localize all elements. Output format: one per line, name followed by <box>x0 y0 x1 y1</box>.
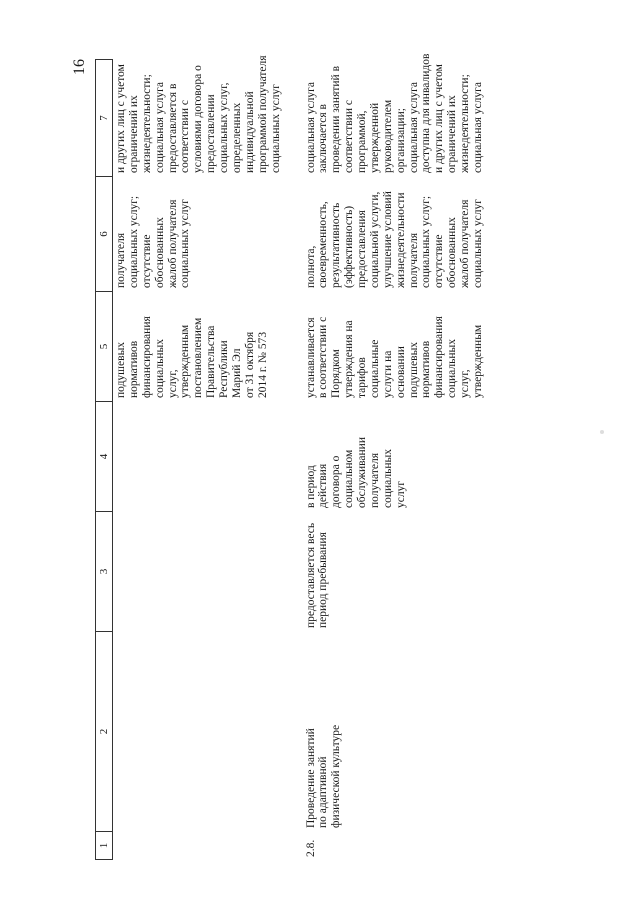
cell-text-line: результативность <box>330 202 343 288</box>
cell-text-line: предоставляется весь <box>304 522 317 628</box>
cell-text-line: соответствии с <box>343 100 356 173</box>
cell-text-line: Порядком <box>330 349 343 398</box>
cell-text-line: социальная услуга <box>407 82 420 173</box>
cell-text-line: утвержденной <box>368 102 381 173</box>
cell-text-line: услуг, <box>459 369 471 398</box>
header-col-5: 5 <box>96 292 113 402</box>
cell-text-line: полнота, <box>304 245 317 288</box>
cell-text-line: Проведение занятий <box>304 728 317 828</box>
tariff-cell <box>303 292 487 402</box>
service-term-cell <box>303 512 487 632</box>
cell-text-line: по адаптивной <box>317 756 330 828</box>
row-number: 2.8. <box>304 839 317 857</box>
cell-text-line: услуг <box>394 480 407 508</box>
cell-text-line: 2014 г. № 573 <box>256 331 269 398</box>
scan-speck <box>600 430 604 434</box>
cell-text-line: действия <box>317 463 330 508</box>
cell-text-line: утвержденным <box>179 324 192 398</box>
header-col-6: 6 <box>96 177 113 292</box>
cell-text-line: получателя <box>115 233 127 288</box>
cell-text-line: отсутствие <box>140 234 153 288</box>
cell-text-line: ограничений их <box>127 95 140 173</box>
cell-text-line: услуг, <box>166 369 179 398</box>
cell-text-line: утвержденным <box>471 324 484 398</box>
cell-text-line: основании <box>394 346 407 398</box>
cell-text-line: (эффективность) <box>343 205 356 288</box>
cell-text-line: и других лиц с учетом <box>115 64 127 173</box>
cell-text-line: нормативов <box>420 340 433 398</box>
cell-empty <box>113 512 303 632</box>
cell-text-line: подушевых <box>115 341 127 398</box>
cell-text-line: социальном <box>343 449 356 508</box>
cell-text-line: программой получателя <box>256 55 269 173</box>
table-row-continuation <box>113 60 303 860</box>
cell-text-line: социальных услуг <box>179 199 192 288</box>
cell-text-line: жалоб получателя <box>459 199 471 288</box>
cell-empty <box>113 832 303 860</box>
cell-text-line: программой, <box>356 110 368 173</box>
cell-text-line: руководителем <box>381 99 394 173</box>
cell-text-line: доступна для инвалидов <box>420 53 433 173</box>
cell-text-line: социальных услуг <box>471 199 484 288</box>
cell-text-line: Марий Эл <box>230 348 243 398</box>
cell-text-line: в период <box>304 465 317 508</box>
cell-text-line: период пребывания <box>317 532 330 628</box>
cell-col6 <box>113 177 303 292</box>
service-name-cell <box>303 632 487 832</box>
cell-text-line: обоснованных <box>446 217 459 288</box>
header-col-3: 3 <box>96 512 113 632</box>
quality-indicators-cell <box>303 177 487 292</box>
cell-empty <box>113 632 303 832</box>
cell-text-line: определенных <box>230 102 243 173</box>
header-col-4: 4 <box>96 402 113 512</box>
service-period-cell <box>303 402 487 512</box>
cell-text-line: жалоб получателя <box>166 199 179 288</box>
cell-text-line: обслуживании <box>356 437 368 508</box>
rotated-table-container <box>95 53 555 860</box>
cell-text-line: социальные <box>368 339 381 398</box>
cell-text-line: социальная услуга <box>304 82 317 173</box>
cell-text-line: нормативов <box>127 340 140 398</box>
cell-text-line: финансирования <box>433 316 446 398</box>
cell-text-line: договора о <box>330 455 343 508</box>
table-header-row <box>96 60 113 860</box>
header-col-1: 1 <box>96 832 113 860</box>
conditions-cell <box>303 53 487 177</box>
cell-text-line: финансирования <box>140 316 153 398</box>
cell-text-line: тарифов <box>356 357 368 398</box>
cell-text-line: предоставляется в <box>166 83 179 173</box>
cell-text-line: социальная услуга <box>471 82 484 173</box>
cell-col5 <box>113 292 303 402</box>
cell-text-line: условиями договора о <box>192 65 205 173</box>
cell-text-line: проведении занятий в <box>330 66 343 173</box>
cell-text-line: услуги на <box>381 350 394 398</box>
cell-text-line: социальных услуг; <box>127 195 140 288</box>
cell-empty <box>113 402 303 512</box>
cell-text-line: получателя <box>407 233 420 288</box>
cell-text-line: и других лиц с учетом <box>433 64 446 173</box>
cell-text-line: Республики <box>218 340 230 398</box>
services-table <box>95 53 487 860</box>
cell-col7 <box>113 55 303 177</box>
header-col-7: 7 <box>96 60 113 177</box>
cell-text-line: соответствии с <box>179 100 192 173</box>
cell-text-line: социальных <box>446 339 459 398</box>
cell-text-line: своевременность, <box>317 201 330 288</box>
cell-text-line: подушевых <box>407 341 420 398</box>
cell-text-line: отсутствие <box>433 234 446 288</box>
cell-text-line: социальных услуг; <box>420 195 433 288</box>
cell-text-line: утверждения на <box>343 320 356 398</box>
cell-text-line: жизнедеятельности; <box>459 74 471 173</box>
cell-text-line: социальных <box>153 339 166 398</box>
cell-text-line: индивидуальной <box>243 91 256 173</box>
cell-text-line: улучшение условий <box>381 191 394 288</box>
cell-text-line: Правительства <box>205 325 218 398</box>
cell-text-line: организации; <box>394 108 407 173</box>
cell-text-line: устанавливается <box>304 317 317 398</box>
cell-text-line: ограничений их <box>446 95 459 173</box>
cell-text-line: заключается в <box>317 104 330 173</box>
cell-text-line: социальная услуга <box>153 82 166 173</box>
cell-text-line: жизнедеятельности <box>394 192 407 288</box>
cell-text-line: социальных <box>381 449 394 508</box>
cell-text-line: жизнедеятельности; <box>140 74 153 173</box>
table-row-2-8 <box>303 60 487 860</box>
cell-text-line: от 31 октября <box>243 331 256 398</box>
cell-text-line: социальных услуг, <box>218 82 230 173</box>
cell-text-line: предоставлении <box>205 94 218 173</box>
cell-text-line: физической культуре <box>330 724 343 828</box>
cell-text-line: в соответствии с <box>317 316 330 398</box>
page-number: 16 <box>71 59 88 75</box>
cell-text-line: получателя <box>368 453 381 508</box>
cell-text-line: социальной услуги, <box>368 191 381 288</box>
cell-text-line: постановлением <box>192 317 205 398</box>
header-col-2: 2 <box>96 632 113 832</box>
cell-text-line: обоснованных <box>153 217 166 288</box>
cell-text-line: социальных услуг <box>269 84 282 173</box>
cell-text-line: предоставления <box>356 210 368 288</box>
